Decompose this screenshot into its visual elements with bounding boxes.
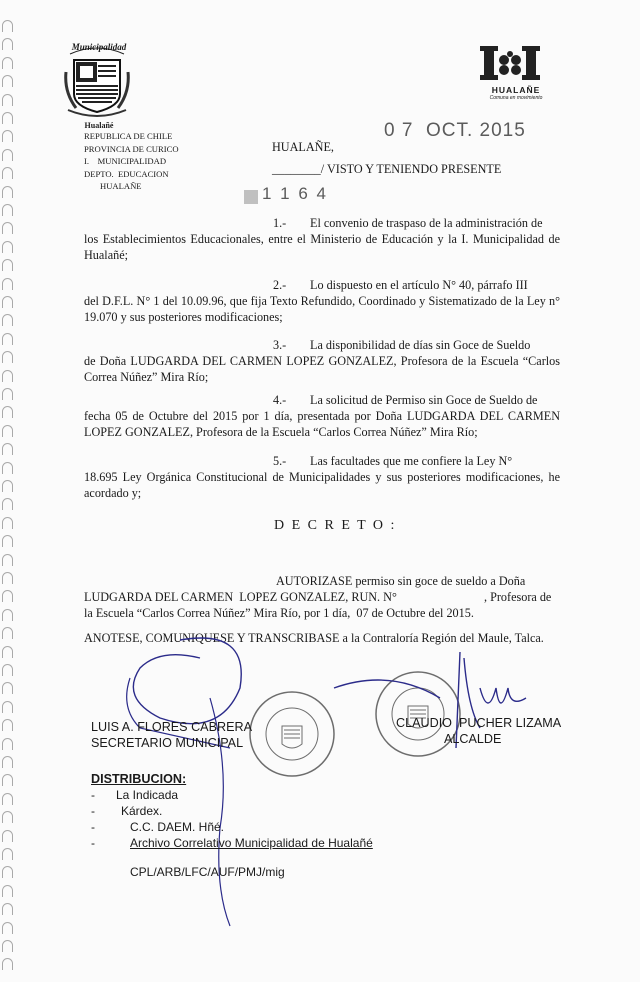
- binder-hole: [2, 75, 13, 87]
- binder-hole: [2, 241, 13, 253]
- visto-line: ________/ VISTO Y TENIENDO PRESENTE: [272, 162, 502, 176]
- binder-hole: [2, 719, 13, 731]
- consideration-3-first: La disponibilidad de días sin Goce de Sueldo: [310, 338, 531, 352]
- binder-hole: [2, 462, 13, 474]
- authorize-line-2: LUDGARDA DEL CARMEN LOPEZ GONZALEZ, RUN. N°: [84, 590, 397, 604]
- binder-hole: [2, 498, 13, 510]
- decree-number-stamp: 1 1 6 4: [262, 184, 328, 203]
- consideration-2-number: 2.-: [273, 278, 287, 292]
- binder-hole: [2, 20, 13, 32]
- distribution-item-1: La Indicada: [116, 788, 179, 802]
- distribution-bullet: -: [91, 820, 95, 834]
- logo-name: HUALAÑE: [491, 85, 541, 95]
- municipal-crest: [62, 42, 132, 124]
- distribution-item-2: Kárdex.: [121, 804, 163, 818]
- consideration-3-number: 3.-: [273, 338, 287, 352]
- binder-hole: [2, 186, 13, 198]
- binder-hole: [2, 958, 13, 970]
- binder-hole: [2, 848, 13, 860]
- binder-hole: [2, 351, 13, 363]
- binder-hole: [2, 94, 13, 106]
- consideration-2-text: del D.F.L. N° 1 del 10.09.96, que fija Texto Refundido, Coordinado y Sistematizado de la Ley n° 19.070 y sus posteriores modificaciones;: [84, 294, 560, 324]
- distribution-item-3: C.C. DAEM. Hñé.: [130, 820, 225, 834]
- binder-hole: [2, 222, 13, 234]
- hualane-logo: [478, 42, 548, 82]
- decreto-heading: D E C R E T O :: [274, 518, 397, 533]
- binder-hole: [2, 627, 13, 639]
- binder-hole: [2, 903, 13, 915]
- binder-hole: [2, 664, 13, 676]
- binder-hole: [2, 572, 13, 584]
- initials-footer: CPL/ARB/LFC/AUF/PMJ/mig: [130, 865, 285, 879]
- logo-icon: [478, 42, 548, 82]
- binder-hole: [2, 333, 13, 345]
- authorize-first-line: AUTORIZASE permiso sin goce de sueldo a Doña: [276, 574, 526, 588]
- binder-hole: [2, 922, 13, 934]
- sender-line-1: REPUBLICA DE CHILE: [84, 131, 173, 141]
- binder-hole: [2, 443, 13, 455]
- crest-bottom-text: Hualañé: [84, 121, 114, 130]
- distribution-bullet: -: [91, 836, 95, 850]
- binder-hole: [2, 701, 13, 713]
- city-label: HUALAÑE,: [272, 140, 334, 154]
- date-stamp: 0 7 OCT. 2015: [384, 120, 526, 141]
- distribution-item-4: Archivo Correlativo Municipalidad de Hualañé: [130, 836, 373, 850]
- binder-hole: [2, 314, 13, 326]
- binder-hole: [2, 793, 13, 805]
- sender-line-4: DEPTO. EDUCACION: [84, 169, 169, 179]
- binder-hole: [2, 774, 13, 786]
- binder-hole: [2, 590, 13, 602]
- binder-hole: [2, 425, 13, 437]
- binder-hole: [2, 535, 13, 547]
- distribution-bullet: -: [91, 804, 95, 818]
- consideration-5-text: 18.695 Ley Orgánica Constitucional de Municipalidades y sus posteriores modificaciones, he acordado y;: [84, 470, 560, 500]
- binder-hole: [2, 112, 13, 124]
- binder-hole: [2, 278, 13, 290]
- binder-hole: [2, 866, 13, 878]
- binder-hole: [2, 480, 13, 492]
- consideration-3-text: de Doña LUDGARDA DEL CARMEN LOPEZ GONZALEZ, Profesora de la Escuela “Carlos Correa Núñez” Mira Río;: [84, 354, 560, 384]
- binder-hole: [2, 388, 13, 400]
- mayor-name: CLAUDIO PUCHER LIZAMA: [396, 716, 562, 730]
- binder-hole: [2, 296, 13, 308]
- consideration-4-first: La solicitud de Permiso sin Goce de Sueldo de: [310, 393, 538, 407]
- crest-top-text: Municipalidad: [71, 42, 127, 52]
- anotese-paragraph: ANOTESE, COMUNIQUESE Y TRANSCRIBASE a la Contraloría Región del Maule, Talca.: [84, 631, 544, 645]
- binder-hole: [2, 811, 13, 823]
- binder-hole: [2, 130, 13, 142]
- sender-line-2: PROVINCIA DE CURICO: [84, 144, 179, 154]
- binder-hole: [2, 517, 13, 529]
- distribution-heading: DISTRIBUCION:: [91, 772, 187, 786]
- binder-holes: [2, 20, 16, 980]
- consideration-1-number: 1.-: [273, 216, 287, 230]
- binder-hole: [2, 259, 13, 271]
- authorize-line-3: la Escuela “Carlos Correa Núñez” Mira Río, por 1 día, 07 de Octubre del 2015.: [84, 606, 474, 620]
- binder-hole: [2, 738, 13, 750]
- consideration-4-number: 4.-: [273, 393, 287, 407]
- binder-hole: [2, 885, 13, 897]
- consideration-4-text: fecha 05 de Octubre del 2015 por 1 día, presentada por Doña LUDGARDA DEL CARMEN LOPEZ GONZALEZ, Profesora de la Escuela “Carlos Correa Núñez” Mira Río;: [84, 409, 560, 439]
- authorize-line-2-end: , Profesora de: [484, 590, 552, 604]
- binder-hole: [2, 167, 13, 179]
- binder-hole: [2, 830, 13, 842]
- consideration-1-text: los Establecimientos Educacionales, entre el Ministerio de Educación y la I. Municipalidad de Hualañé;: [84, 232, 560, 262]
- stamp-mark: [244, 190, 258, 204]
- consideration-5-number: 5.-: [273, 454, 287, 468]
- binder-hole: [2, 406, 13, 418]
- distribution-bullet: -: [91, 788, 95, 802]
- binder-hole: [2, 682, 13, 694]
- binder-hole: [2, 57, 13, 69]
- crest-icon: [62, 42, 132, 124]
- binder-hole: [2, 554, 13, 566]
- binder-hole: [2, 940, 13, 952]
- binder-hole: [2, 609, 13, 621]
- consideration-2-first: Lo dispuesto en el artículo N° 40, párrafo III: [310, 278, 528, 292]
- binder-hole: [2, 149, 13, 161]
- binder-hole: [2, 204, 13, 216]
- logo-slogan: Comuna en movimiento: [489, 95, 543, 101]
- sender-line-5: HUALAÑE: [100, 181, 142, 191]
- consideration-1-first: El convenio de traspaso de la administración de: [310, 216, 543, 230]
- binder-hole: [2, 38, 13, 50]
- secretary-title: SECRETARIO MUNICIPAL: [91, 736, 244, 750]
- sender-line-3: I. MUNICIPALIDAD: [84, 156, 167, 166]
- binder-hole: [2, 646, 13, 658]
- consideration-5-first: Las facultades que me confiere la Ley N°: [310, 454, 513, 468]
- binder-hole: [2, 370, 13, 382]
- mayor-title: ALCALDE: [444, 732, 502, 746]
- binder-hole: [2, 756, 13, 768]
- secretary-name: LUIS A. FLORES CABRERA: [91, 720, 252, 734]
